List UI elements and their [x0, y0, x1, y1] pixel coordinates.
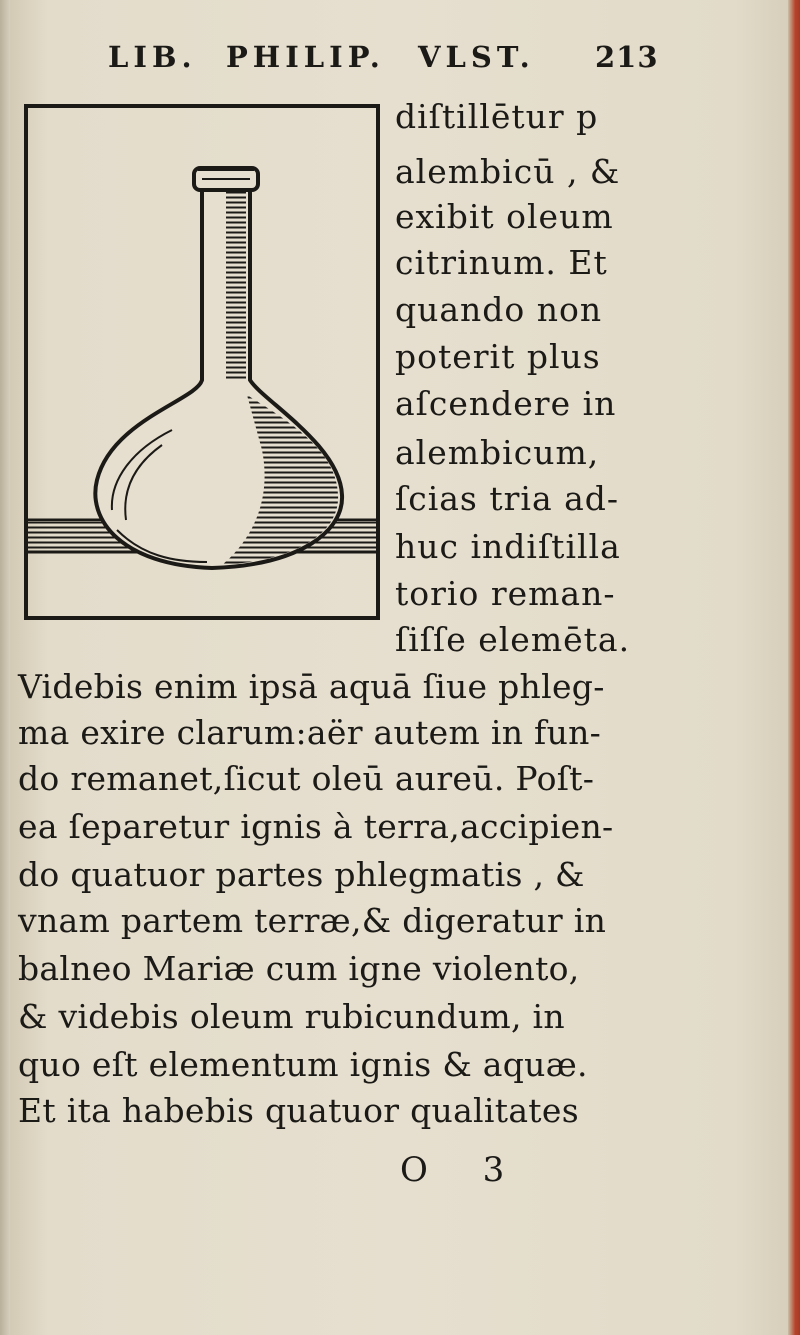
header-place: VLST. [418, 40, 535, 74]
side-line: alembicū , & [395, 152, 621, 191]
side-line: citrinum. Et [395, 243, 608, 282]
flask-icon [22, 100, 384, 622]
side-line: torio reman- [395, 574, 616, 613]
side-line: quando non [395, 290, 603, 329]
neck-hatching [226, 190, 246, 380]
side-line: aſcendere in [395, 384, 617, 423]
side-line: exibit oleum [395, 197, 614, 236]
red-page-edge [788, 0, 800, 1335]
side-line: ſiſſe elemēta. [395, 620, 631, 659]
signature-mark: O 3 [400, 1150, 527, 1190]
body-line: vnam partem terræ,& digeratur in [18, 901, 607, 940]
flask-woodcut-illustration [22, 100, 384, 622]
body-line: & videbis oleum rubicundum, in [18, 997, 565, 1036]
body-line: ea ſeparetur ignis à terra,accipien- [18, 807, 614, 846]
body-line: quo eſt elementum ignis & aquæ. [18, 1045, 588, 1084]
side-line: ſcias tria ad- [395, 479, 620, 518]
body-line: do quatuor partes phlegmatis , & [18, 855, 585, 894]
body-line: balneo Mariæ cum igne violento, [18, 949, 580, 988]
header-book: LIB. [108, 40, 197, 74]
side-line: alembicum, [395, 433, 600, 472]
body-line: do remanet,ſicut oleū aureū. Poſt- [18, 759, 595, 798]
side-line: huc indiſtilla [395, 527, 621, 566]
page-gutter-shadow [0, 0, 10, 1335]
page-number: 213 [595, 40, 659, 74]
header-author: PHILIP. [226, 40, 385, 74]
body-line: Et ita habebis quatuor qualitates [18, 1091, 579, 1130]
side-line: diſtillētur p [395, 97, 599, 136]
body-line: ma exire clarum:aër autem in fun- [18, 713, 602, 752]
running-header [108, 40, 708, 80]
side-line: poterit plus [395, 337, 601, 376]
body-line: Videbis enim ipsā aquā ſiue phleg- [18, 667, 605, 706]
